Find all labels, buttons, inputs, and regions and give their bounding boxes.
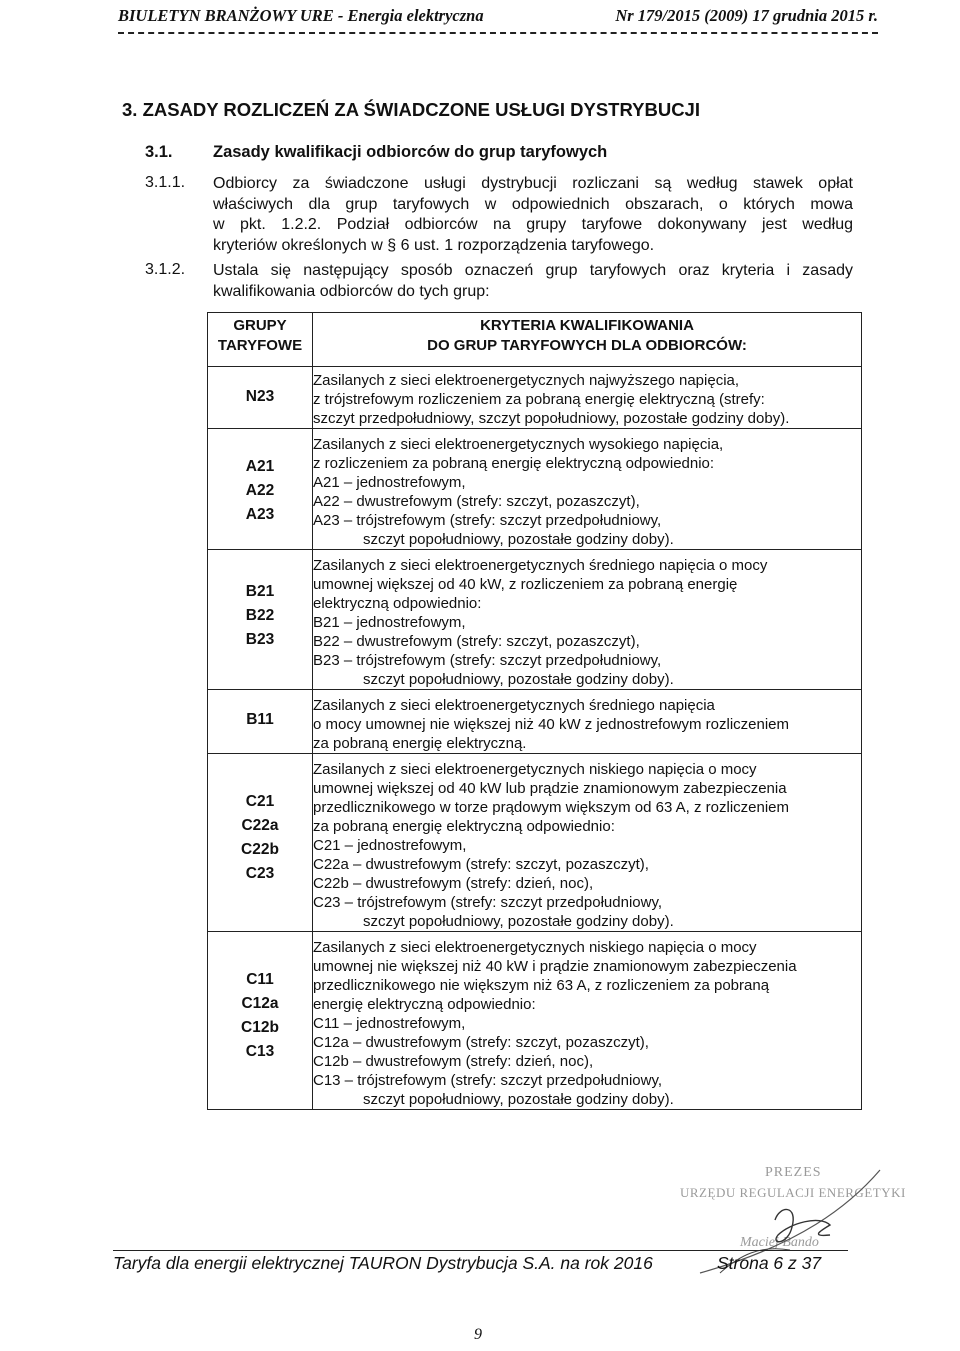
criteria-line: przedlicznikowego w torze prądowym większym od 63 A, z rozliczeniem <box>313 799 790 816</box>
header-groups <box>208 313 313 367</box>
group-code: C23 <box>245 865 275 882</box>
criteria-cell <box>313 429 862 550</box>
paragraph-line: właściwych dla grup taryfowych w odpowiednich obszarach, o których mowa <box>213 195 853 213</box>
criteria-line: z rozliczeniem za pobraną energię elektryczną odpowiednio: <box>313 455 715 472</box>
criteria-line: C23 – trójstrefowym (strefy: szczyt przedpołudniowy, <box>313 894 663 911</box>
paragraph-line: kwalifikowania odbiorców do tych grup: <box>213 282 490 300</box>
criteria-line: Zasilanych z sieci elektroenergetycznych średniego napięcia o mocy <box>313 557 768 574</box>
group-code: B23 <box>245 631 275 648</box>
paragraph <box>213 174 853 256</box>
paragraph-line: Ustala się następujący sposób oznaczeń grup taryfowych oraz kryteria i zasady <box>213 262 853 279</box>
group-codes-cell <box>208 690 313 754</box>
criteria-line: szczyt popołudniowy, pozostałe godziny doby). <box>363 913 674 930</box>
criteria-line: A22 – dwustrefowym (strefy: szczyt, pozaszczyt), <box>313 493 640 510</box>
criteria-line: umownej większej od 40 kW, z rozliczeniem za pobraną energię <box>313 576 738 593</box>
table-row <box>208 550 862 690</box>
group-code: C22a <box>241 817 279 834</box>
criteria-line: umownej nie większej niż 40 kW i prądzie znamionowym zabezpieczenia <box>313 958 797 975</box>
criteria-line: Zasilanych z sieci elektroenergetycznych niskiego napięcia o mocy <box>313 939 757 956</box>
criteria-line: C12a – dwustrefowym (strefy: szczyt, pozaszczyt), <box>313 1034 649 1051</box>
header-criteria-line: KRYTERIA KWALIFIKOWANIA <box>480 317 694 334</box>
bulletin-title: BIULETYN BRANŻOWY URE - Energia elektryczna <box>118 6 484 25</box>
criteria-line: A23 – trójstrefowym (strefy: szczyt przedpołudniowy, <box>313 512 662 529</box>
group-code: C12a <box>241 995 279 1012</box>
paragraph-line: Odbiorcy za świadczone usługi dystrybucji rozliczani są według stawek opłat <box>213 175 853 192</box>
criteria-line: B22 – dwustrefowym (strefy: szczyt, pozaszczyt), <box>313 633 640 650</box>
footer-page-of: Strona 6 z 37 <box>717 1253 822 1273</box>
criteria-line: C22b – dwustrefowym (strefy: dzień, noc), <box>313 875 594 892</box>
criteria-line: Zasilanych z sieci elektroenergetycznych najwyższego napięcia, <box>313 372 740 389</box>
group-codes-cell <box>208 429 313 550</box>
header-groups-line: GRUPY <box>233 317 287 334</box>
bulletin-header <box>118 6 878 26</box>
criteria-line: przedlicznikowego nie większym niż 63 A, z rozliczeniem za pobraną <box>313 977 770 994</box>
criteria-line: B23 – trójstrefowym (strefy: szczyt przedpołudniowy, <box>313 652 662 669</box>
stamp-line: Maciej Bando <box>740 1235 819 1250</box>
subsection-number: 3.1. <box>145 143 173 161</box>
group-code: C11 <box>246 971 274 988</box>
criteria-line: elektryczną odpowiednio: <box>313 595 482 612</box>
group-codes-cell <box>208 550 313 690</box>
criteria-line: umownej większej od 40 kW lub prądzie znamionowym zabezpieczenia <box>313 780 787 797</box>
bulletin-issue: Nr 179/2015 (2009) 17 grudnia 2015 r. <box>615 6 878 25</box>
section-title: 3. ZASADY ROZLICZEŃ ZA ŚWIADCZONE USŁUGI DYSTRYBUCJI <box>122 99 700 120</box>
criteria-line: szczyt przedpołudniowy, szczyt popołudniowy, pozostałe godziny doby). <box>313 410 790 427</box>
criteria-line: C12b – dwustrefowym (strefy: dzień, noc), <box>313 1053 594 1070</box>
footer-divider <box>113 1250 848 1251</box>
stamp-line: URZĘDU REGULACJI ENERGETYKI <box>680 1185 906 1200</box>
paragraph-number: 3.1.2. <box>145 261 186 278</box>
group-code: B21 <box>245 583 275 600</box>
table-row <box>208 429 862 550</box>
paragraph-number: 3.1.1. <box>145 174 186 191</box>
criteria-cell <box>313 932 862 1110</box>
criteria-line: o mocy umownej nie większej niż 40 kW z jednostrefowym rozliczeniem <box>313 716 790 733</box>
paragraph <box>213 261 853 302</box>
group-code: C21 <box>245 793 275 810</box>
criteria-line: szczyt popołudniowy, pozostałe godziny doby). <box>363 1091 674 1108</box>
paragraph-line: kryteriów określonych w § 6 ust. 1 rozporządzenia taryfowego. <box>213 236 655 254</box>
table-row <box>208 367 862 429</box>
criteria-line: C21 – jednostrefowym, <box>313 837 467 854</box>
group-codes-cell <box>208 367 313 429</box>
criteria-line: Zasilanych z sieci elektroenergetycznych średniego napięcia <box>313 697 715 714</box>
header-divider <box>118 32 878 34</box>
table-row <box>208 754 862 932</box>
group-code: B22 <box>245 607 275 624</box>
group-code: A23 <box>245 506 275 523</box>
footer-tariff-title: Taryfa dla energii elektrycznej TAURON Dystrybucja S.A. na rok 2016 <box>113 1253 653 1273</box>
criteria-line: A21 – jednostrefowym, <box>313 474 466 491</box>
table-row <box>208 690 862 754</box>
criteria-cell <box>313 550 862 690</box>
criteria-cell <box>313 754 862 932</box>
group-codes-cell <box>208 932 313 1110</box>
page-number: 9 <box>474 1326 482 1343</box>
criteria-line: C13 – trójstrefowym (strefy: szczyt przedpołudniowy, <box>313 1072 663 1089</box>
criteria-line: Zasilanych z sieci elektroenergetycznych niskiego napięcia o mocy <box>313 761 757 778</box>
tariff-groups-table <box>207 312 862 1110</box>
group-code: C13 <box>245 1043 275 1060</box>
criteria-line: C11 – jednostrefowym, <box>313 1015 466 1032</box>
group-codes-cell <box>208 754 313 932</box>
criteria-line: szczyt popołudniowy, pozostałe godziny doby). <box>363 671 674 688</box>
criteria-line: za pobraną energię elektryczną. <box>313 735 527 752</box>
group-code: B11 <box>246 711 274 728</box>
header-groups-line: TARYFOWE <box>217 337 303 354</box>
stamp-line: PREZES <box>765 1165 822 1180</box>
group-code: N23 <box>245 388 275 405</box>
criteria-line: C22a – dwustrefowym (strefy: szczyt, pozaszczyt), <box>313 856 649 873</box>
header-criteria-line: DO GRUP TARYFOWYCH DLA ODBIORCÓW: <box>427 337 747 354</box>
criteria-line: Zasilanych z sieci elektroenergetycznych wysokiego napięcia, <box>313 436 724 453</box>
header-criteria <box>313 313 862 367</box>
criteria-cell <box>313 367 862 429</box>
paragraph-line: w pkt. 1.2.2. Podział odbiorców na grupy taryfowe dokonywany jest według <box>213 216 853 233</box>
table-row <box>208 932 862 1110</box>
table-header-row <box>208 313 862 367</box>
group-code: C12b <box>241 1019 279 1036</box>
group-code: A22 <box>245 482 275 499</box>
criteria-line: B21 – jednostrefowym, <box>313 614 466 631</box>
criteria-line: z trójstrefowym rozliczeniem za pobraną energię elektryczną (strefy: <box>313 391 765 408</box>
criteria-line: za pobraną energię elektryczną odpowiednio: <box>313 818 615 835</box>
criteria-line: szczyt popołudniowy, pozostałe godziny doby). <box>363 531 674 548</box>
criteria-line: energię elektryczną odpowiednio: <box>313 996 536 1013</box>
group-code: A21 <box>245 458 275 475</box>
criteria-cell <box>313 690 862 754</box>
subsection-title: Zasady kwalifikacji odbiorców do grup taryfowych <box>213 143 608 161</box>
group-code: C22b <box>241 841 279 858</box>
